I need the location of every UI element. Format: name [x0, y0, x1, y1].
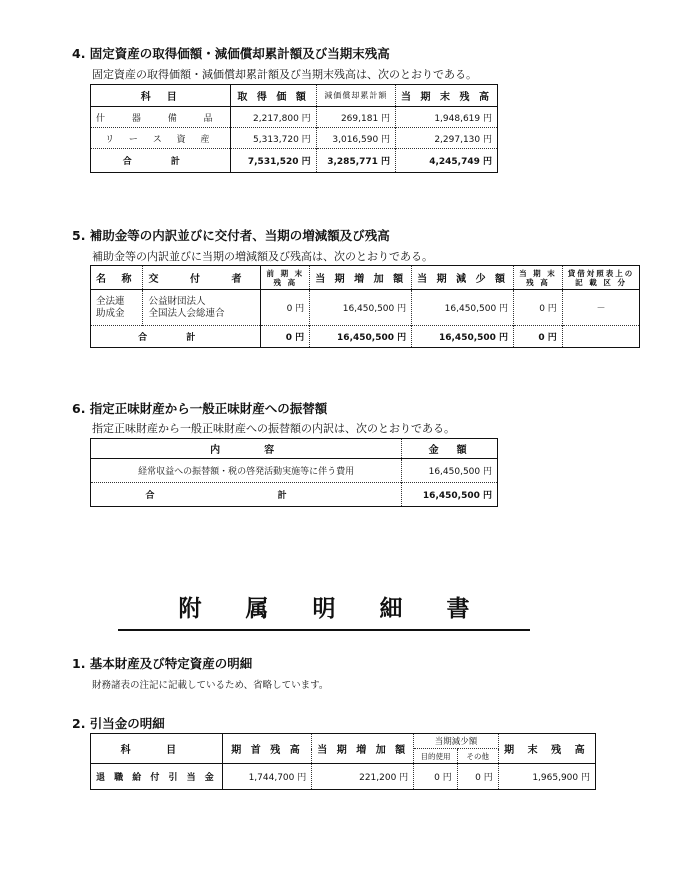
- header-purpose-use: 目的使用: [414, 749, 458, 764]
- header-decrease: 当期減少額: [414, 734, 499, 749]
- row-end-balance: 1,948,619 円: [434, 113, 492, 124]
- header-name: 名 称: [91, 266, 143, 290]
- table-row: [91, 107, 498, 128]
- row-closing: 1,965,900 円: [532, 773, 590, 783]
- row-opening: 1,744,700 円: [222, 764, 311, 790]
- row-name: 全法連 助成金: [91, 290, 143, 326]
- header-subject: 科 目: [91, 734, 223, 764]
- row-amount: 16,450,500 円: [428, 467, 492, 477]
- header-end-balance: 当 期 末 残 高: [514, 266, 563, 290]
- row-acquisition: 2,217,800 円: [230, 107, 316, 128]
- table-row: [91, 459, 498, 483]
- header-other: その他: [457, 749, 498, 764]
- header-prev-balance: 前 期 末 残 高: [261, 266, 310, 290]
- header-increase: 当 期 増 加 額: [310, 266, 412, 290]
- row-grantor: 公益財団法人 全国法人会総連合: [143, 290, 261, 326]
- section-6-intro: 指定正味財産から一般正味財産への振替額の内訳は、次のとおりである。: [92, 422, 455, 435]
- section-5-heading: 5. 補助金等の内訳並びに交付者、当期の増減額及び残高: [72, 228, 390, 243]
- page-title: 附 属 明 細 書: [178, 595, 470, 622]
- table-row: [91, 764, 596, 790]
- total-end-balance: 0 円: [514, 326, 563, 348]
- header-bs-category: 貸借対照表上の 記 載 区 分: [567, 268, 635, 287]
- row-end-balance: 0 円: [514, 290, 563, 326]
- total-label: 合 計: [91, 483, 402, 507]
- header-increase: 当 期 増 加 額: [312, 734, 414, 764]
- row-label: 退 職 給 付 引 当 金: [91, 764, 223, 790]
- row-other: 0 円: [457, 764, 498, 790]
- total-label: 合 計: [91, 326, 261, 348]
- header-decrease: 当 期 減 少 額: [412, 266, 514, 290]
- total-decrease: 16,450,500 円: [412, 326, 514, 348]
- total-prev-balance: 0 円: [261, 326, 310, 348]
- row-increase: 221,200 円: [312, 764, 414, 790]
- header-depreciation: 減価償却累計額: [316, 85, 395, 107]
- row-label: リ ー ス 資 産: [91, 128, 231, 149]
- header-acquisition: 取 得 価 額: [230, 85, 316, 107]
- row-label: 什 器 備 品: [91, 107, 231, 128]
- total-row: [91, 326, 640, 348]
- section-6-heading: 6. 指定正味財産から一般正味財産への振替額: [72, 401, 328, 416]
- title-underline: [118, 629, 530, 631]
- subsidy-table: [90, 265, 640, 348]
- section-4-intro: 固定資産の取得価額・減価償却累計額及び当期末残高は、次のとおりである。: [92, 68, 477, 81]
- header-end-balance: 当 期 末 残 高: [401, 92, 492, 103]
- total-row: [91, 483, 498, 507]
- row-content: 経常収益への振替額・税の啓発活動実施等に伴う費用: [91, 459, 402, 483]
- appendix-2-heading: 2. 引当金の明細: [72, 716, 165, 731]
- total-amount: 16,450,500 円: [422, 491, 492, 501]
- row-increase: 16,450,500 円: [310, 290, 412, 326]
- row-purpose-use: 0 円: [414, 764, 458, 790]
- total-increase: 16,450,500 円: [310, 326, 412, 348]
- row-acquisition: 5,313,720 円: [230, 128, 316, 149]
- header-closing: 期 末 残 高: [498, 734, 595, 764]
- header-opening: 期 首 残 高: [222, 734, 311, 764]
- header-subject: 科 目: [91, 85, 231, 107]
- appendix-1-heading: 1. 基本財産及び特定資産の明細: [72, 656, 253, 671]
- table-row: [91, 128, 498, 149]
- header-grantor: 交 付 者: [143, 266, 261, 290]
- section-4-heading: 4. 固定資産の取得価額・減価償却累計額及び当期末残高: [72, 46, 390, 61]
- total-acquisition: 7,531,520 円: [230, 149, 316, 173]
- row-depreciation: 3,016,590 円: [316, 128, 395, 149]
- header-content: 内 容: [91, 439, 402, 459]
- row-end-balance: 2,297,130 円: [434, 134, 492, 145]
- header-amount: 金 額: [428, 445, 471, 456]
- allowance-table: [90, 733, 596, 790]
- appendix-1-text: 財務諸表の注記に記載しているため、省略しています。: [92, 680, 329, 691]
- total-label: 合 計: [91, 149, 231, 173]
- row-prev-balance: 0 円: [261, 290, 310, 326]
- section-5-intro: 補助金等の内訳並びに当期の増減額及び残高は、次のとおりである。: [92, 250, 433, 263]
- row-bs-category: －: [596, 304, 606, 314]
- total-depreciation: 3,285,771 円: [316, 149, 395, 173]
- row-depreciation: 269,181 円: [316, 107, 395, 128]
- transfer-table: [90, 438, 498, 507]
- table-row: [91, 290, 640, 326]
- row-decrease: 16,450,500 円: [412, 290, 514, 326]
- total-row: [91, 149, 498, 173]
- fixed-assets-table: [90, 84, 498, 173]
- total-end-balance: 4,245,749 円: [429, 157, 492, 167]
- total-bs-category: [562, 326, 640, 348]
